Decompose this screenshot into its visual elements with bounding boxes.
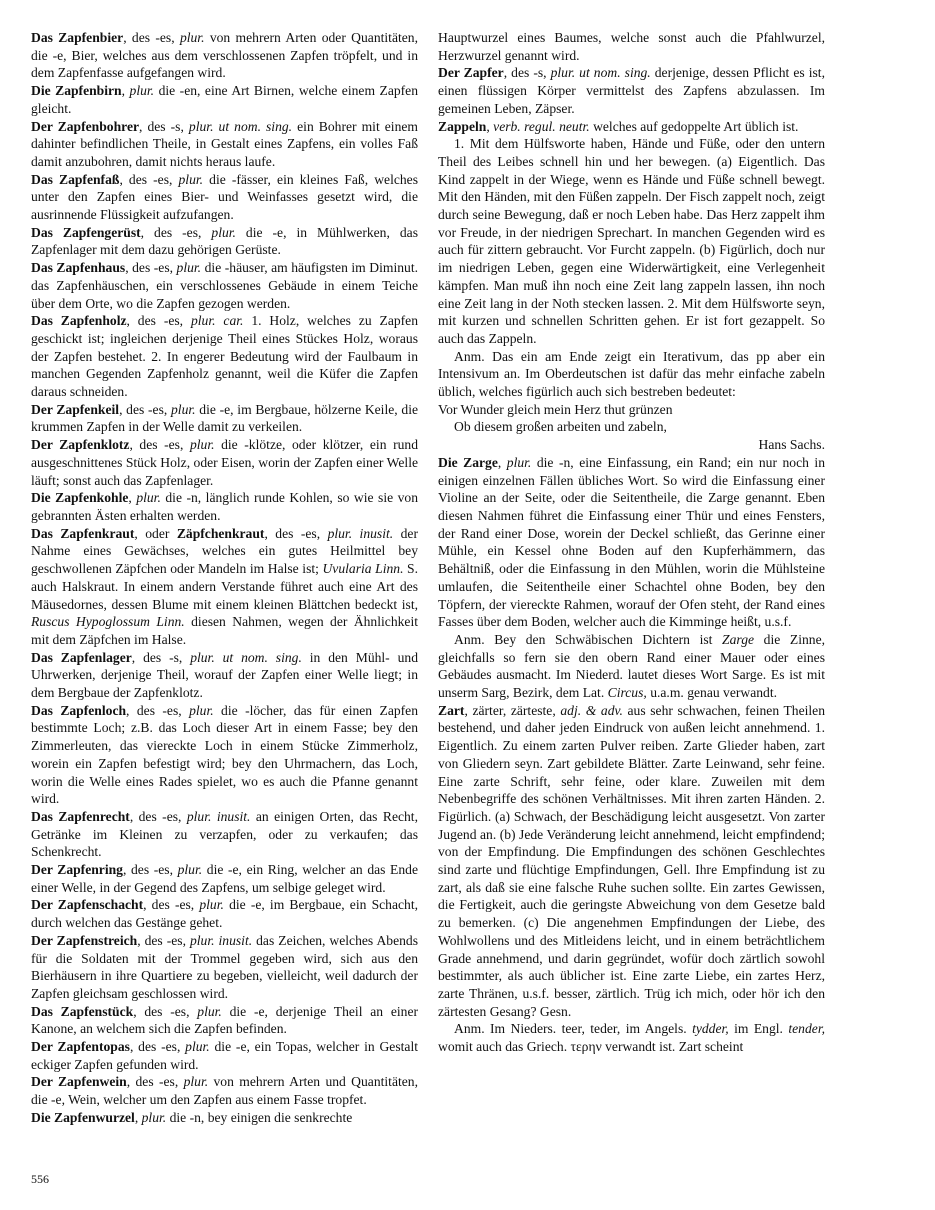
entry-text: , des -es, — [129, 437, 190, 453]
zart-annotation: Anm. Im Nieders. teer, teder, im Angels. tydder, im Engl. tender, womit auch das Griech. τερην verwandt ist. Zart scheint — [438, 1021, 825, 1055]
entry-text: die -fässer, ein kleines Faß, welches unter den Zapfen eines Bier- und Weinfasses gesetzt wird, die ausrinnende Flüssigkeit aufzufangen. — [31, 171, 419, 223]
entry-headword: Der Zapfenklotz — [31, 437, 130, 453]
dictionary-entry — [31, 525, 418, 649]
entry-text: , des -es, — [143, 897, 200, 913]
entry-text: plur. — [136, 490, 161, 506]
entry-text: , des -es, — [126, 702, 190, 718]
entry-text: , des -es, — [126, 313, 191, 329]
entry-text: die -e, im Bergbaue, ein Schacht, durch welchen das Gestänge gehet. — [31, 897, 418, 931]
entry-text: , des -es, — [119, 171, 179, 187]
entry-text: , des -es, — [122, 862, 178, 878]
entry-zart: Zart, zärter, zärteste, adj. & adv. aus sehr schwachen, feinen Theilen bestehend, und daher jeden Eindruck von außen leicht annehmend. 1. Eigentlich. Zu einem zarten Pulver reiben. Zarte Glieder haben, zart von Gliedern seyn. Zart gebildete Blätter. Zarte Leinwand, sehr feine. Eine zarte Schrift, sehr feine, oder klare. Zuweilen mit dem Nebenbegriffe des schönen Verhältnisses. Mit ihren zarten Händen. 2. Figürlich. (a) Schwach, der Beschädigung leicht ausgesetzt. Von zarter Jugend an. (b) Jede Veränderung leicht annehmend, leicht empfindend; von der Empfindung. Die Empfindungen des schönen Geschlechtes sind zarte und flüchtige Empfindungen, Gell. Ihre Empfindung ist zu zart, als daß sie eine falsche Ruhe suchen sollte. Ein zartes Gewissen, die Fertigkeit, auch die geringste Abweichung von dem Gesetze bald zu bemerken. (c) Die angenehmen Empfindungen der Liebe, des Wohlwollens und des Mitleidens leicht, und in einem beträchtlichem Grade annehmend, und darin gegründet, wofür doch zärtlich sowohl bestimmter, als auch üblicher ist. Eine zarte Liebe, ein zartes Herz, zarte Thränen, u.s.f. besser, zärtlich. Trüg ich mich, oder hör ich den zärtesten Gesang? Gesn. — [438, 702, 825, 1019]
entry-zapfer: Der Zapfer, des -s, plur. ut nom. sing. derjenige, dessen Pflicht es ist, einen flüssigen Körper vermittelst des Zapfens abzulassen. Im gemeinen Leben, Zäpser. — [438, 65, 825, 116]
entry-text: plur. — [183, 1074, 209, 1090]
dictionary-entry — [31, 861, 418, 896]
entry-text: die -e, im Bergbaue, hölzerne Keile, die krummen Zapfen in der Welle damit zu verkeilen. — [31, 401, 419, 435]
entry-text: plur. — [176, 260, 202, 276]
entry-text: , des -es, — [133, 1003, 198, 1019]
entry-headword: Das Zapfengerüst — [31, 224, 141, 240]
entry-text: plur. inusit. — [327, 525, 394, 541]
dictionary-entry — [31, 436, 418, 489]
dictionary-entry — [31, 401, 418, 436]
entry-text: , des -s, — [131, 649, 191, 665]
entry-text: , des -s, — [139, 118, 189, 134]
entry-text: , oder — [134, 525, 177, 541]
entry-text: , — [128, 490, 137, 506]
entry-text: plur. car. — [190, 313, 244, 329]
dictionary-entry — [31, 489, 418, 524]
right-column — [438, 29, 825, 1056]
entry-text: die -n, länglich runde Kohlen, so wie sie von gebrannten Ästen erhalten werden. — [31, 490, 419, 523]
entry-headword: Der Zapfenwein — [31, 1074, 127, 1090]
zarge-annotation: Anm. Bey den Schwäbischen Dichtern ist Zarge die Zinne, gleichfalls so fern sie den obern Rand einer Mauer oder eines Gebäudes ausmacht. Im Niederd. lautet dieses Wort Sarge. Es ist mit unserm Sarg, Bezirk, dem Lat. Circus, u.a.m. genau verwandt. — [438, 631, 825, 701]
entry-text: , des -es, — [264, 525, 328, 541]
dictionary-entry — [31, 1109, 418, 1127]
entry-headword: Der Zapfenkeil — [31, 401, 120, 417]
entry-text: der Nahme eines Gewächses, welches ein gutes Heilmittel bey geschwollenen Zäpfchen oder Mandeln im Halse ist; — [31, 525, 418, 577]
entry-text: , des -es, — [119, 401, 171, 417]
verse-author: Hans Sachs. — [758, 437, 825, 453]
entry-text: die -klötze, oder klötzer, ein rund ausgeschnittenes Stück Holz, oder Eisen, worin der Zapfen einer Welle läuft; sonst auch das Zapfenlager. — [31, 437, 418, 488]
dictionary-entry — [31, 224, 418, 259]
entry-headword: Der Zapfenbohrer — [31, 118, 140, 134]
dictionary-entry — [31, 808, 418, 861]
entry-text: das Zeichen, welches Abends für die Soldaten mit der Trommel gegeben wird, sich aus den Bierhäusern in ihre Quartiere zu begeben, vielleicht, weil dadurch der Zapfen gleichsam geschlossen wird. — [31, 932, 418, 1001]
zappeln-annotation: Anm. Das ein am Ende zeigt ein Iterativum, das pp aber ein Intensivum an. Im Oberdeutschen ist dafür das mehr einfache zabeln üblich, welches figürlich auch sich bestreben bedeutet: — [438, 348, 825, 400]
entry-text: Uvularia Linn. — [322, 561, 404, 577]
entry-headword: Das Zapfenrecht — [31, 808, 130, 824]
entry-text: plur. — [197, 1003, 222, 1019]
entry-headword: Das Zapfenstück — [31, 1003, 134, 1019]
entry-text: plur. inusit. — [189, 932, 253, 948]
entry-text: von mehrern Arten oder Quantitäten, die -e, Bier, welches aus dem verschlossenen Zapfen tröpfelt, und in dem Zapfenfasse aufgefangen wird. — [31, 30, 418, 81]
dictionary-entry — [31, 171, 418, 224]
entry-headword: Der Zapfentopas — [31, 1039, 130, 1055]
entry-text: , des -es, — [129, 1039, 186, 1055]
entry-headword: Das Zapfenbier — [31, 30, 124, 45]
entry-headword: Das Zapfenkraut — [31, 525, 135, 541]
entry-text: diesen Nahmen, wegen der Ähnlichkeit mit dem Zäpfchen im Halse. — [31, 614, 418, 647]
continued-entry-zapfenwurzel: Hauptwurzel eines Baumes, welche sonst auch die Pfahlwurzel, Herzwurzel genannt wird. — [438, 30, 825, 63]
left-column — [31, 29, 418, 1127]
entry-text: die -häuser, am häufigsten im Diminut. das Zapfenhäuschen, ein verschlossenes Gebäude in einem Teiche über dem Orte, wo die Zapfen gezogen werden. — [31, 260, 418, 311]
entry-headword: Das Zapfenhaus — [31, 260, 126, 276]
entry-text: die -e, ein Topas, welcher in Gestalt eckiger Zapfen gefunden wird. — [31, 1039, 418, 1072]
entry-text: die -en, eine Art Birnen, welche einem Zapfen gleicht. — [31, 83, 419, 116]
entry-text: die -n, bey einigen die senkrechte — [166, 1109, 353, 1125]
dictionary-entry — [31, 312, 418, 401]
entry-headword: Die Zapfenwurzel — [31, 1109, 135, 1125]
entry-text: S. auch Halskraut. In einem andern Verstande führet auch eine Art des Mäusedornes, dessen Blume mit einem kleinen Blättchen bedeckt ist, — [31, 561, 418, 612]
entry-text: die -e, in Mühlwerken, das Zapfenlager mit dem dazu gehörigen Gerüste. — [31, 224, 418, 258]
entry-text: plur. ut nom. sing. — [188, 118, 293, 134]
page-number: 556 — [31, 1172, 49, 1186]
entry-headword: Das Zapfenholz — [31, 313, 127, 329]
entry-text: , — [134, 1109, 142, 1125]
entry-text: plur. — [129, 83, 155, 99]
dictionary-entry — [31, 932, 418, 1003]
entry-text: , des -es, — [125, 260, 177, 276]
entry-text: , des -es, — [129, 808, 187, 824]
entry-text: plur. — [177, 862, 203, 878]
entry-text: plur. ut nom. sing. — [190, 649, 302, 665]
entry-text: ein Bohrer mit einem dahinter befindlichen Theile, in Gestalt eines Zapfens, ein volles Faß damit anzubohren, damit nichts heraus laufe. — [31, 118, 418, 169]
verse-line-2: Ob diesem großen arbeiten und zabeln, — [454, 419, 667, 435]
dictionary-entry — [31, 1073, 418, 1108]
entry-text: , des -es, — [137, 932, 190, 948]
dictionary-entry — [31, 896, 418, 931]
dictionary-entry — [31, 259, 418, 312]
entry-text: plur. — [178, 171, 204, 187]
entry-zappeln: Zappeln, verb. regul. neutr. welches auf gedoppelte Art üblich ist. — [438, 118, 799, 134]
entry-zarge: Die Zarge, plur. die -n, eine Einfassung, ein Rand; ein nur noch in einigen einzelnen Fällen übliches Wort. So wird die Einfassung einer Violine an der Seite, oder die Seitentheile, die Zarge genannt. Eben diesen Nahmen führet die Einfassung einer Thür und eines Fensters, der Rand einer Dose, worein der Deckel schließt, das Gerinne einer Mühle, ein Kessel ohne Boden auf den Kupferhämmern, das Behältniß, oder die Einfassung in den Mühlen, worin die Mühlsteine umlaufen, die Seitentheile einer Schachtel ohne Boden, bey den Töpfern, der viereckte Rahmen, worauf der Ofen steht, der Rand eines Fasses über dem Boden, welcher auch die Kimminge heißt, u.s.f. — [438, 454, 825, 630]
entry-headword: Das Zapfenlager — [31, 649, 132, 665]
entry-headword: Zäpfchenkraut — [176, 525, 265, 541]
entry-text: , — [121, 83, 130, 99]
entry-text: , des -es, — [126, 1074, 184, 1090]
entry-text: , des -es, — [140, 224, 212, 240]
dictionary-entry — [31, 1003, 418, 1038]
entry-text: die -löcher, das für einen Zapfen bestimmte Loch; z.B. das Loch dieser Art in einem Fasse; bey den Zimmerleuten, das viereckte Loch in einem Stücke Zimmerholz, worein ein Zapfen befestigt wird; bey den Uhrmachern, das Loch, worin die Welle eines Rades spielet, wo es auch die Pfanne genannt wird. — [31, 702, 419, 807]
entry-text: plur. — [179, 30, 205, 45]
dictionary-entry — [31, 1038, 418, 1073]
entry-text: plur. — [189, 437, 215, 453]
entry-text: plur. — [189, 702, 214, 718]
entry-headword: Die Zapfenbirn — [31, 83, 122, 99]
entry-text: die -e, derjenige Theil an einer Kanone, an welchem sich die Zapfen befinden. — [31, 1003, 418, 1037]
entry-text: plur. — [211, 224, 236, 240]
dictionary-entry — [31, 82, 418, 117]
entry-text: plur. inusit. — [186, 808, 251, 824]
entry-text: von mehrern Arten und Quantitäten, die -e, Wein, welcher um den Zapfen aus einem Fasse tropfet. — [31, 1074, 418, 1108]
entry-text: plur. — [171, 401, 196, 417]
entry-headword: Der Zapfenschacht — [31, 897, 144, 913]
dictionary-entry — [31, 29, 418, 82]
dictionary-entry — [31, 118, 418, 171]
entry-text: Ruscus Hypoglossum Linn. — [31, 614, 185, 630]
entry-headword: Das Zapfenfaß — [31, 171, 120, 187]
verse-line-1: Vor Wunder gleich mein Herz thut grünzen — [438, 401, 673, 417]
entry-text: 1. Holz, welches zu Zapfen geschickt ist; ingleichen derjenige Theil eines Stückes Holz, woraus der Zapfen bestehet. 2. In engerer Bedeutung wird der Faulbaum in manchen Gegenden Zapfenholz genannt, weil die Küfer die Zapfen daraus schneiden. — [31, 313, 419, 400]
entry-headword: Der Zapfenring — [31, 862, 123, 878]
entry-text: an einigen Orten, das Recht, Getränke im Kleinen zu verzapfen, oder zu verkaufen; das Schenkrecht. — [31, 808, 418, 860]
entry-headword: Der Zapfenstreich — [31, 932, 138, 948]
entry-text: , des -es, — [123, 30, 180, 45]
zappeln-sense-1: 1. Mit dem Hülfsworte haben, Hände und Füße, oder den untern Theil des Leibes schnell hin und her bewegen. (a) Eigentlich. Das Kind zappelt in der Wiege, wenn es Hände und Füße schnell bewegt. Mit den Händen, mit den Füßen zappeln. Der Fisch zappelt noch, zeigt durch seine Bewegung, daß er noch Leben habe. Das Herz zappelt ihm vor Freude, in der niedrigen Sprechart. In manchen Gegenden wird es auch für zittern gebraucht. Vor Furcht zappeln. (b) Figürlich, doch nur im niedrigen Leben, gegen eine Widerwärtigkeit, eine Verlegenheit kämpfen. Man muß ihn noch eine Zeit lang zappeln lassen, ihn noch eine Zeit lang in der Noth stecken lassen. 2. Mit dem Hülfsworte seyn, mit kurzen und schnellen Schritten gehen. Er ist fort gezappelt. So auch das Zappeln. — [438, 136, 825, 346]
entry-headword: Die Zapfenkohle — [31, 490, 129, 506]
dictionary-entry — [31, 702, 418, 808]
entry-headword: Das Zapfenloch — [31, 702, 127, 718]
entry-text: die -e, ein Ring, welcher an das Ende einer Welle, in der Gegend des Zapfens, um selbige geleget wird. — [31, 862, 418, 895]
entry-text: plur. — [199, 897, 224, 913]
entry-text: plur. — [141, 1109, 167, 1125]
dictionary-entry — [31, 649, 418, 702]
entry-text: plur. — [185, 1039, 210, 1055]
entry-text: in den Mühl- und Uhrwerken, derjenige Theil, worauf der Zapfen einer Welle liegt; in dem Bergbaue der Zapfenklotz. — [31, 649, 418, 701]
